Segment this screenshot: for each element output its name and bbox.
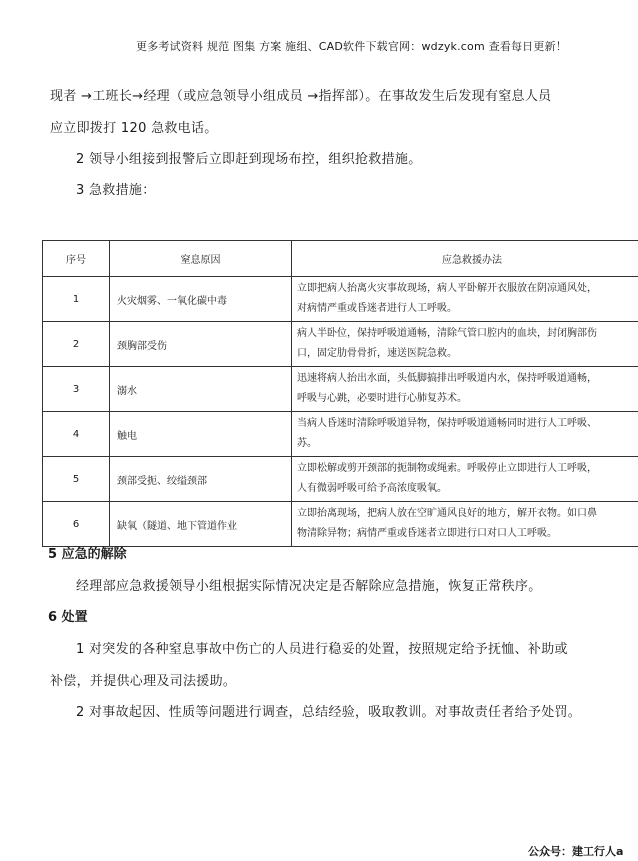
col-header-method: 应急救援办法 bbox=[292, 241, 638, 277]
row-method bbox=[292, 457, 638, 502]
table-row bbox=[43, 457, 638, 502]
table-row bbox=[43, 412, 638, 457]
method-line: 迅速将病人抬出水面，头低脚搞排出呼吸道内水，保持呼吸道通畅， bbox=[297, 373, 597, 384]
method-line: 立即把病人抬离火灾事故现场，病人平卧解开衣服放在阴凉通风处， bbox=[297, 283, 597, 294]
row-no: 3 bbox=[43, 367, 110, 412]
row-cause: 颈胸部受伤 bbox=[110, 322, 292, 367]
first-aid-table bbox=[42, 240, 638, 547]
method-line: 立即松解或剪开颈部的扼制物或绳索。呼吸停止立即进行人工呼吸， bbox=[297, 463, 597, 474]
first-aid-heading: 3 急救措施： bbox=[76, 183, 156, 198]
section-5-text: 经理部应急救援领导小组根据实际情况决定是否解除应急措施，恢复正常秩序。 bbox=[76, 579, 542, 594]
row-no: 5 bbox=[43, 457, 110, 502]
row-method bbox=[292, 322, 638, 367]
col-header-no: 序号 bbox=[43, 241, 110, 277]
row-cause: 颈部受扼、绞缢颈部 bbox=[110, 457, 292, 502]
method-line: 立即抬离现场，把病人放在空旷通风良好的地方，解开衣物。如口鼻 bbox=[297, 508, 597, 519]
row-no: 2 bbox=[43, 322, 110, 367]
table-row bbox=[43, 502, 638, 547]
section-5-title: 5 应急的解除 bbox=[48, 547, 127, 562]
col-header-cause: 窒息原因 bbox=[110, 241, 292, 277]
method-line: 口，固定肋骨骨折，速送医院急救。 bbox=[297, 348, 457, 359]
row-no: 1 bbox=[43, 277, 110, 322]
row-method bbox=[292, 412, 638, 457]
section-6-item-1: 1 对突发的各种窒息事故中伤亡的人员进行稳妥的处置，按照规定给予抚恤、补助或 bbox=[76, 642, 568, 657]
emergency-call-line: 应立即拨打 120 急救电话。 bbox=[50, 121, 218, 136]
method-line: 当病人昏迷时清除呼吸道异物，保持呼吸道通畅同时进行人工呼吸、 bbox=[297, 418, 597, 429]
section-6-title: 6 处置 bbox=[48, 610, 88, 625]
table-row bbox=[43, 367, 638, 412]
row-cause: 缺氧（隧道、地下管道作业 bbox=[110, 502, 292, 547]
method-line: 对病情严重或昏迷者进行人工呼吸。 bbox=[297, 303, 457, 314]
row-cause: 触电 bbox=[110, 412, 292, 457]
section-6-item-2: 2 对事故起因、性质等问题进行调查，总结经验，吸取教训。对事故责任者给予处罚。 bbox=[76, 705, 582, 720]
table-row bbox=[43, 322, 638, 367]
row-method bbox=[292, 502, 638, 547]
row-cause: 溺水 bbox=[110, 367, 292, 412]
row-method bbox=[292, 367, 638, 412]
row-no: 4 bbox=[43, 412, 110, 457]
method-line: 人有微弱呼吸可给予高浓度吸氧。 bbox=[297, 483, 447, 494]
method-line: 病人半卧位，保持呼吸道通畅，清除气管口腔内的血块，封闭胸部伤 bbox=[297, 328, 597, 339]
leadership-response-item: 2 领导小组接到报警后立即赶到现场布控，组织抢救措施。 bbox=[76, 152, 422, 167]
row-no: 6 bbox=[43, 502, 110, 547]
table-row bbox=[43, 277, 638, 322]
method-line: 苏。 bbox=[297, 438, 317, 449]
table-header-row bbox=[43, 241, 638, 277]
row-cause: 火灾烟雾、一氧化碳中毒 bbox=[110, 277, 292, 322]
method-line: 呼吸与心跳，必要时进行心肺复苏术。 bbox=[297, 393, 467, 404]
wechat-account-label: 公众号：建工行人a bbox=[528, 845, 624, 858]
report-chain-line: 现者 →工班长→经理（或应急领导小组成员 →指挥部）。在事故发生后发现有窒息人员 bbox=[50, 89, 552, 104]
row-method bbox=[292, 277, 638, 322]
method-line: 物清除异物；病情严重或昏迷者立即进行口对口人工呼吸。 bbox=[297, 528, 557, 539]
download-banner[interactable]: 更多考试资料 规范 图集 方案 施组、CAD软件下载官网：wdzyk.com 查看每日更新！ bbox=[136, 40, 567, 53]
section-6-item-1-cont: 补偿，并提供心理及司法援助。 bbox=[50, 674, 237, 689]
